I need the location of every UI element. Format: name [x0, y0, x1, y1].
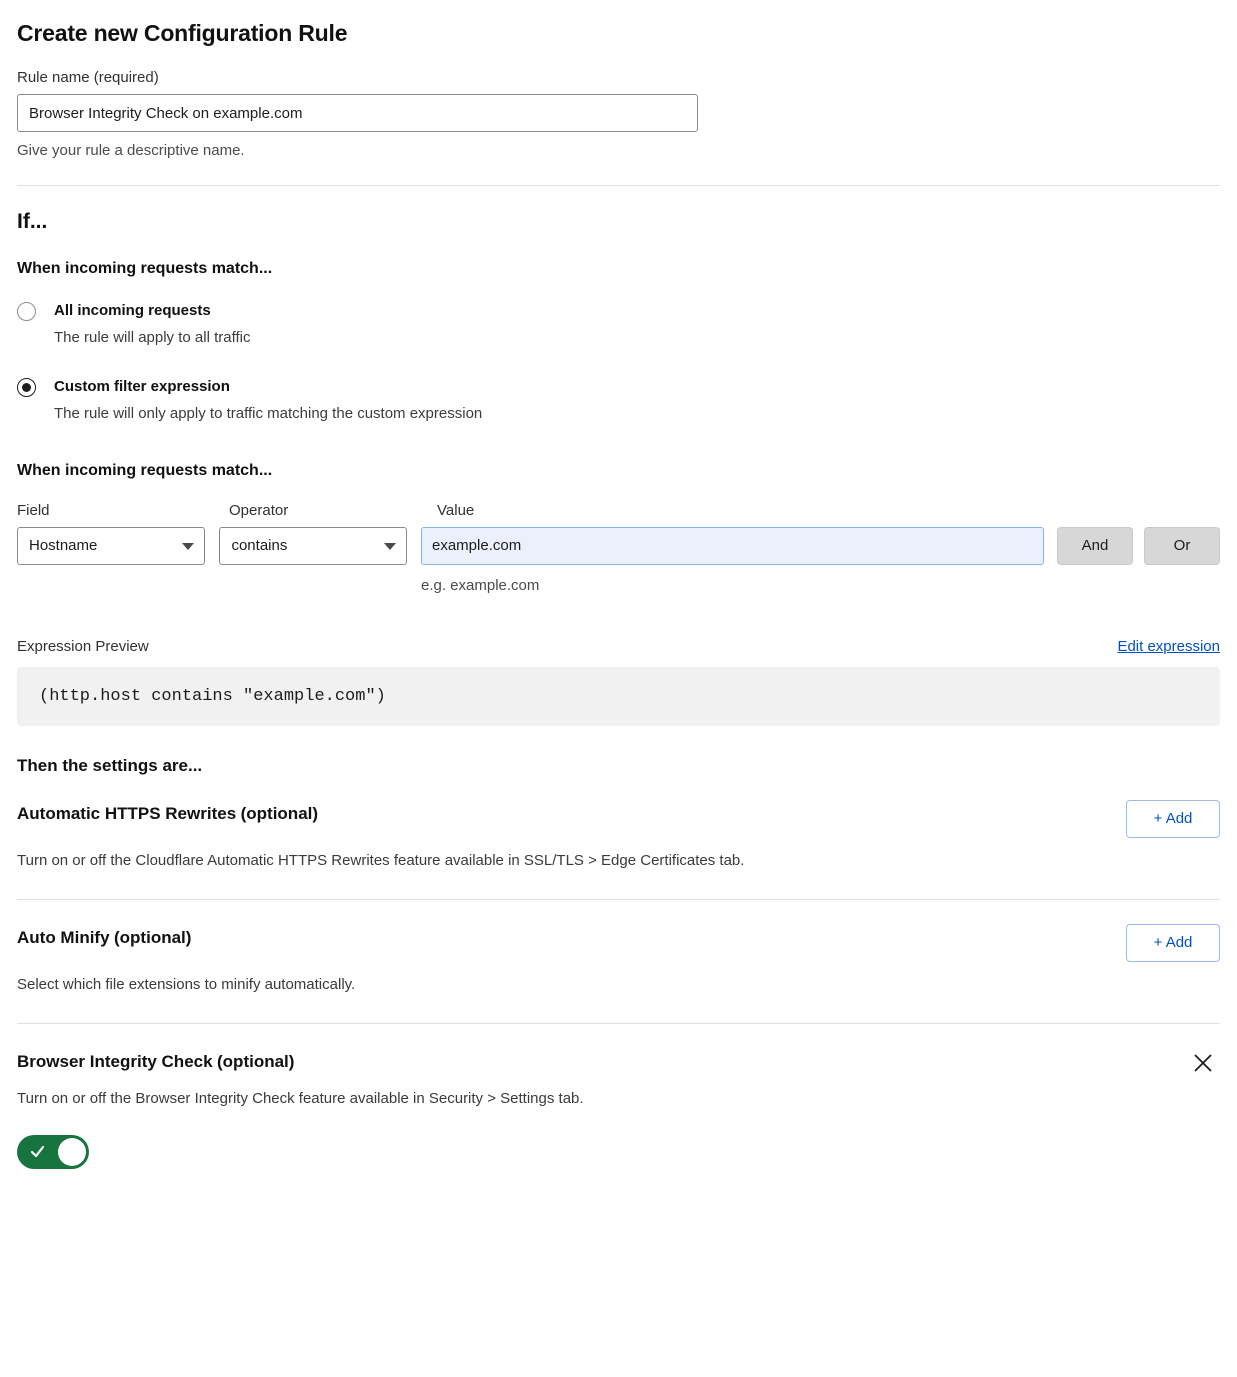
check-icon — [30, 1144, 45, 1159]
field-select[interactable] — [17, 527, 205, 565]
setting-name: Auto Minify — [17, 927, 110, 947]
value-input[interactable] — [421, 527, 1044, 565]
value-hint: e.g. example.com — [421, 576, 540, 594]
setting-automatic-https-rewrites — [17, 776, 1220, 871]
rule-name-label: Rule name (required) — [17, 69, 159, 86]
rule-name-input[interactable] — [17, 94, 698, 132]
setting-optional-tag: (optional) — [240, 803, 319, 823]
and-button[interactable]: And — [1057, 527, 1133, 565]
radio-icon-custom-filter[interactable] — [17, 378, 36, 397]
setting-name: Automatic HTTPS Rewrites — [17, 803, 237, 823]
radio-label-all-requests: All incoming requests — [54, 302, 211, 319]
add-auto-minify-button[interactable]: + Add — [1126, 924, 1220, 962]
setting-description: Turn on or off the Browser Integrity Check feature available in Security > Settings tab. — [17, 1089, 584, 1107]
rule-name-help: Give your rule a descriptive name. — [17, 142, 245, 159]
close-icon[interactable] — [1190, 1050, 1216, 1076]
match-heading: When incoming requests match... — [17, 260, 273, 277]
if-heading: If... — [17, 210, 48, 233]
expression-preview-box: (http.host contains "example.com") — [17, 667, 1220, 726]
radio-icon-all-requests[interactable] — [17, 302, 36, 321]
browser-integrity-check-toggle[interactable] — [17, 1135, 89, 1169]
chevron-down-icon — [182, 543, 194, 550]
setting-description: Select which file extensions to minify automatically. — [17, 975, 356, 993]
setting-auto-minify — [17, 900, 1220, 995]
builder-heading: When incoming requests match... — [17, 461, 273, 479]
page-title: Create new Configuration Rule — [17, 20, 348, 46]
setting-optional-tag: (optional) — [114, 927, 192, 947]
setting-description: Turn on or off the Cloudflare Automatic HTTPS Rewrites feature available in SSL/TLS > Edge Certificates tab. — [17, 851, 745, 869]
then-heading: Then the settings are... — [17, 755, 203, 775]
field-select-value: Hostname — [29, 537, 98, 554]
radio-desc-all-requests: The rule will apply to all traffic — [54, 328, 251, 346]
operator-select[interactable] — [219, 527, 407, 565]
edit-expression-link[interactable]: Edit expression — [1117, 637, 1220, 655]
radio-label-custom-filter: Custom filter expression — [54, 377, 230, 395]
radio-option-all-requests[interactable] — [17, 300, 1220, 348]
radio-desc-custom-filter: The rule will only apply to traffic matching the custom expression — [54, 404, 483, 422]
add-automatic-https-rewrites-button[interactable]: + Add — [1126, 800, 1220, 838]
setting-browser-integrity-check — [17, 1024, 1220, 1169]
rule-name-group — [17, 69, 1220, 159]
value-column-label: Value — [437, 501, 475, 519]
field-column-label: Field — [17, 501, 50, 519]
toggle-knob — [58, 1138, 86, 1166]
expression-builder — [17, 502, 1220, 594]
or-button[interactable]: Or — [1144, 527, 1220, 565]
setting-optional-tag: (optional) — [217, 1051, 295, 1071]
operator-column-label: Operator — [229, 501, 289, 519]
radio-option-custom-filter[interactable] — [17, 376, 1220, 424]
setting-name: Browser Integrity Check — [17, 1051, 213, 1071]
expression-preview-label: Expression Preview — [17, 637, 149, 655]
section-divider — [17, 185, 1220, 186]
operator-select-value: contains — [231, 537, 288, 554]
chevron-down-icon — [384, 543, 396, 550]
